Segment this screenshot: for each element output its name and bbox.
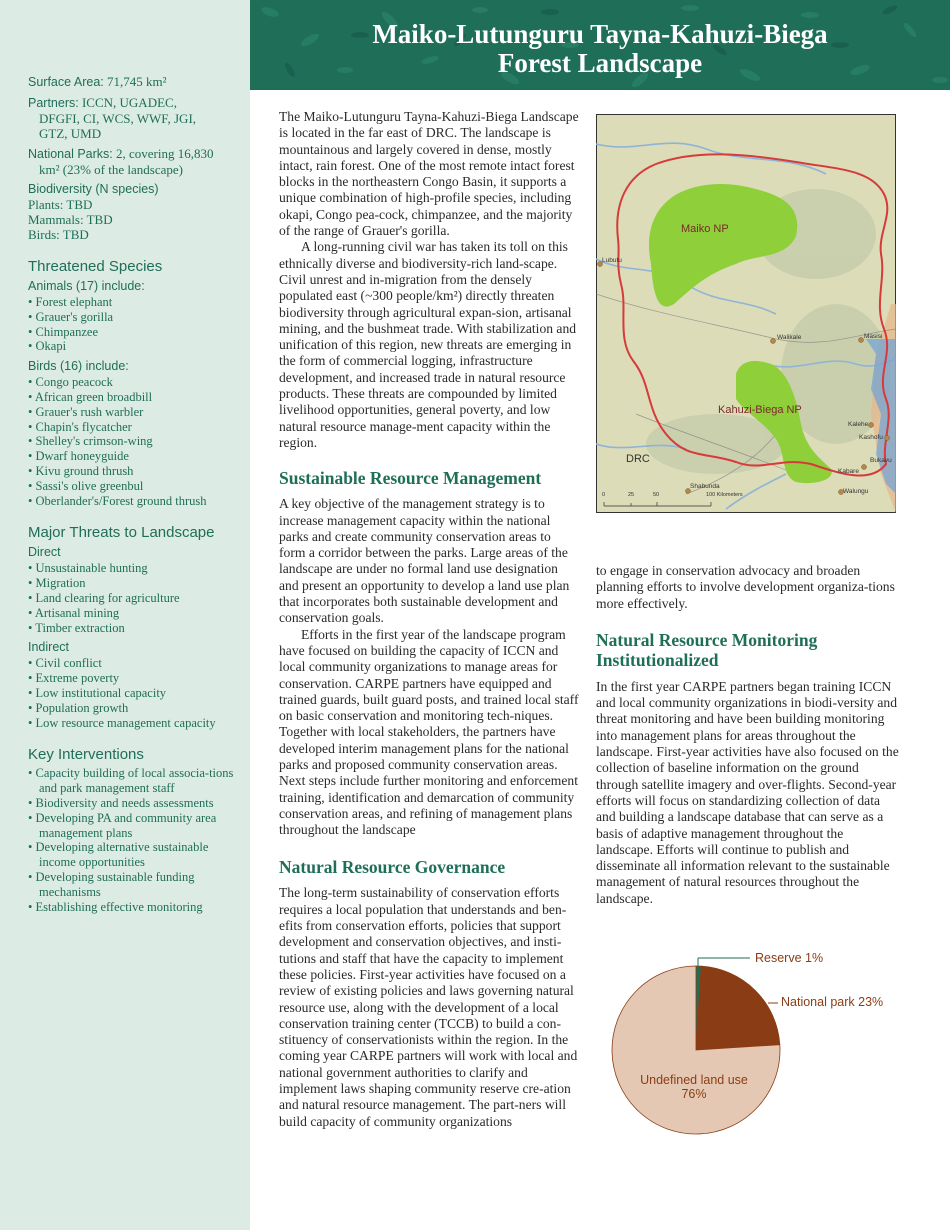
map-label-drc: DRC bbox=[626, 453, 650, 465]
birds-list bbox=[28, 375, 243, 508]
list-item: • Population growth bbox=[28, 701, 243, 716]
land-use-pie-chart bbox=[600, 948, 900, 1173]
list-item: • Migration bbox=[28, 576, 243, 591]
map-scale-100: 100 Kilometers bbox=[706, 492, 743, 498]
list-item: • Low institutional capacity bbox=[28, 686, 243, 701]
town-kalehe-dot bbox=[869, 423, 874, 428]
body-right-column bbox=[596, 563, 901, 907]
pie-slices bbox=[612, 966, 780, 1134]
indirect-threats-list bbox=[28, 656, 243, 730]
pie-label-national-park: National park 23% bbox=[781, 995, 884, 1009]
map-label-lubutu: Lubutu bbox=[602, 257, 622, 264]
birds-count: Birds: TBD bbox=[28, 227, 89, 242]
list-item: • Low resource management capacity bbox=[28, 716, 243, 731]
animals-heading: Animals (17) include: bbox=[28, 279, 145, 293]
intro-paragraph-1: The Maiko-Lutunguru Tayna-Kahuzi-Biega Landscape is located in the far east of DRC. The landscape is mountainous and largely covered in dense, mostly intact, rain forest. One of the most remote intact forest blocks in the northeastern Congo Basin, it supports a unique combination of high-profile species, including okapi, Congo pea-cock, chimpanzee, and the majority of the range of Grauer's gorilla. bbox=[279, 109, 579, 239]
pie-label-undefined: Undefined land use bbox=[640, 1073, 748, 1087]
map-label-walungu: Walungu bbox=[843, 488, 869, 495]
list-item: • Unsustainable hunting bbox=[28, 561, 243, 576]
list-item: • Civil conflict bbox=[28, 656, 243, 671]
intro-paragraph-2: A long-running civil war has taken its toll on this ethnically diverse and biodiversity-rich land-scape. Civil unrest and in-migration from the densely populated east (~300 people/km²) directly threaten biodiversity through agricultural expan-sion, artisanal mining, and the bushmeat trade. With stabilization and unification of this region, new threats are emerging in the form of commercial logging, infrastructure development, and increased trade in natural resource products. These threats are compounded by limited livelihood opportunities, general poverty, and low natural resource manage-ment capacity within the region. bbox=[279, 239, 577, 450]
landscape-map bbox=[596, 114, 896, 513]
map-label-masisi: Masisi bbox=[864, 333, 883, 340]
list-item: • Capacity building of local associa-tions and park management staff bbox=[28, 766, 243, 796]
biodiversity-field bbox=[28, 182, 243, 242]
map-label-walikale: Walikale bbox=[777, 334, 802, 341]
list-item: • Oberlander's/Forest ground thrush bbox=[28, 494, 243, 509]
map-label-kalehe: Kalehe bbox=[848, 421, 869, 428]
threats-heading: Major Threats to Landscape bbox=[28, 524, 215, 542]
interventions-heading: Key Interventions bbox=[28, 746, 144, 764]
list-item: • Artisanal mining bbox=[28, 606, 243, 621]
map-scale-0: 0 bbox=[602, 492, 606, 498]
srm-paragraph-1: A key objective of the management strategy is to increase management capacity within the national parks and create community conservation areas to form a corridor between the parks. Large areas of the landscape are under no formal land use designation and present an opportunity to develop a land use plan that incorporates both sustainable development and conservation goals. bbox=[279, 496, 570, 626]
map-label-kabare: Kabare bbox=[838, 468, 859, 475]
direct-threats-list bbox=[28, 561, 243, 635]
surface-area-value: 71,745 km² bbox=[107, 74, 167, 89]
list-item: • Grauer's rush warbler bbox=[28, 405, 243, 420]
list-item: • Sassi's olive greenbul bbox=[28, 479, 243, 494]
pie-label-reserve: Reserve 1% bbox=[755, 951, 824, 965]
srm-paragraph-2: Efforts in the first year of the landscape program have focused on building the capacity of ICCN and local community organizations to manage areas for conservation. CARPE partners have equipped and trained guards, built guard posts, and trained local staff on basic conservation and monitoring tech-niques. Together with local stakeholders, the partners have developed interim management plans for the national parks and proposed community conservation areas. Next steps include further monitoring and enforcement training, identification and demarcation of community conservation areas, and refining of management plans throughout the landscape bbox=[279, 626, 579, 838]
plants-count: Plants: TBD bbox=[28, 197, 93, 212]
list-item: • Forest elephant bbox=[28, 295, 243, 310]
body-left-column bbox=[279, 109, 579, 1130]
town-kashofu-dot bbox=[885, 436, 890, 441]
list-item: • Timber extraction bbox=[28, 621, 243, 636]
national-parks-value: km² (23% of the landscape) bbox=[39, 162, 183, 177]
list-item: • Land clearing for agriculture bbox=[28, 591, 243, 606]
list-item: • Kivu ground thrush bbox=[28, 464, 243, 479]
national-parks-field bbox=[28, 146, 243, 177]
partners-field bbox=[28, 95, 243, 141]
partners-value: ICCN, UGADEC, bbox=[81, 95, 177, 110]
map-label-shabunda: Shabunda bbox=[690, 483, 720, 490]
direct-heading: Direct bbox=[28, 545, 61, 560]
threatened-species-heading: Threatened Species bbox=[28, 258, 163, 275]
interventions-list bbox=[28, 766, 243, 914]
national-parks-value: 2, covering 16,830 bbox=[116, 146, 214, 161]
list-item: • Extreme poverty bbox=[28, 671, 243, 686]
animals-list bbox=[28, 295, 243, 354]
map-scale-25: 25 bbox=[628, 492, 635, 498]
pie-slice-national-park bbox=[696, 966, 780, 1050]
title-line-1: Maiko-Lutunguru Tayna-Kahuzi-Biega bbox=[372, 19, 828, 49]
list-item: • Okapi bbox=[28, 339, 243, 354]
mammals-count: Mammals: TBD bbox=[28, 212, 113, 227]
birds-heading: Birds (16) include: bbox=[28, 359, 129, 374]
list-item: • Shelley's crimson-wing bbox=[28, 434, 243, 449]
title-line-2: Forest Landscape bbox=[497, 48, 703, 78]
list-item: • Congo peacock bbox=[28, 375, 243, 390]
town-walikale-dot bbox=[771, 339, 776, 344]
national-parks-label: National Parks: bbox=[28, 147, 113, 161]
pie-label-undefined-pct: 76% bbox=[681, 1087, 707, 1101]
list-item: • Dwarf honeyguide bbox=[28, 449, 243, 464]
indirect-heading: Indirect bbox=[28, 640, 69, 655]
map-label-kahuzi: Kahuzi-Biega NP bbox=[718, 404, 802, 416]
map-label-maiko: Maiko NP bbox=[681, 223, 729, 235]
page-title bbox=[250, 20, 950, 78]
map-label-kashofu: Kashofu bbox=[859, 434, 883, 441]
nrg-paragraph-1: The long-term sustainability of conservation efforts requires a local population that understands and ben-efits from conservation efforts, policies that support development and conservation objectives, and insti-tutions and staff that have the capacity to implement these policies. First-year activities have focused on a review of existing policies and laws governing natural resource use, along with the development of a local conservation training center (TCCB) to build a con-stituency of conservationists within the region. In the coming year CARPE partners will work with local and national government authorities to clarify and implement laws shaping community reserve cre-ation and natural resource management. The part-ners will build capacity of community organizations bbox=[279, 885, 578, 1129]
header-banner bbox=[250, 0, 950, 90]
sidebar-content bbox=[28, 74, 243, 914]
nrm-paragraph-1: In the first year CARPE partners began training ICCN and local community organizations in biodi-versity and threat monitoring and have been building monitoring into management plans for areas throughout the landscape. First-year activities have also focused on the collection of baseline information on the ground through satellite imagery and over-flights. Second-year efforts will focus on standardizing collection of data and building a landscape database that can serve as a basis of adaptive management throughout the landscape. Efforts will continue to publish and disseminate all information relevant to the sustainable management of natural resources throughout the landscape. bbox=[596, 678, 899, 906]
surface-area-label: Surface Area: bbox=[28, 75, 104, 89]
list-item: • Chimpanzee bbox=[28, 325, 243, 340]
list-item: • African green broadbill bbox=[28, 390, 243, 405]
list-item: • Grauer's gorilla bbox=[28, 310, 243, 325]
map-scale-50: 50 bbox=[653, 492, 660, 498]
partners-value: GTZ, UMD bbox=[39, 126, 102, 141]
srm-heading: Sustainable Resource Management bbox=[279, 468, 542, 489]
list-item: • Developing alternative sustainable income opportunities bbox=[28, 840, 243, 870]
list-item: • Developing sustainable funding mechanisms bbox=[28, 870, 243, 900]
nrg-heading: Natural Resource Governance bbox=[279, 857, 506, 878]
town-kabare-dot bbox=[862, 465, 867, 470]
map-label-bukavu: Bukavu bbox=[870, 457, 892, 464]
surface-area-field bbox=[28, 74, 243, 90]
list-item: • Chapin's flycatcher bbox=[28, 420, 243, 435]
list-item: • Developing PA and community area management plans bbox=[28, 811, 243, 841]
partners-value: DFGFI, CI, WCS, WWF, JGI, bbox=[39, 111, 197, 126]
town-masisi-dot bbox=[859, 338, 864, 343]
list-item: • Biodiversity and needs assessments bbox=[28, 796, 243, 811]
biodiversity-label: Biodiversity (N species) bbox=[28, 182, 159, 196]
partners-label: Partners: bbox=[28, 96, 79, 110]
right-paragraph-1: to engage in conservation advocacy and broaden planning efforts to involve development organiza-tions more effectively. bbox=[596, 563, 895, 611]
nrm-heading: Natural Resource Monitoring Institutionalized bbox=[596, 629, 818, 670]
list-item: • Establishing effective monitoring bbox=[28, 900, 243, 915]
